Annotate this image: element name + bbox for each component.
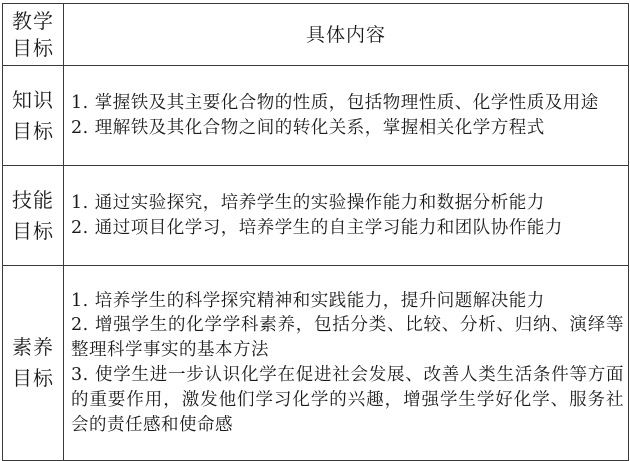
teaching-objectives-table <box>2 3 629 461</box>
header-category-label-line1: 教学 <box>12 8 54 33</box>
table-row-literacy <box>3 266 629 461</box>
header-category-label-line2: 目标 <box>12 35 54 60</box>
category-cell-literacy <box>3 266 64 461</box>
category-label-line1: 技能 <box>12 187 54 212</box>
objective-item: 1. 培养学生的科学探究精神和实践能力，提升问题解决能力 <box>71 290 545 311</box>
table-row-skills <box>3 166 629 266</box>
objective-item: 2. 理解铁及其化合物之间的转化关系，掌握相关化学方程式 <box>71 117 545 138</box>
category-cell-knowledge <box>3 66 64 166</box>
objective-item: 2. 增强学生的化学学科素养，包括分类、比较、分析、归纳、演绎等整理科学事实的基本方法 <box>71 315 624 361</box>
content-cell-skills <box>64 166 629 266</box>
content-cell-literacy <box>64 266 629 461</box>
category-label-line2: 目标 <box>12 218 54 243</box>
header-category-cell <box>3 4 64 66</box>
objective-item: 3. 使学生进一步认识化学在促进社会发展、改善人类生活条件等方面的重要作用，激发他们学习化学的兴趣，增强学生学好化学、服务社会的责任感和使命感 <box>71 365 624 435</box>
objective-item: 2. 通过项目化学习，培养学生的自主学习能力和团队协作能力 <box>71 217 563 238</box>
category-label-line2: 目标 <box>12 118 54 143</box>
category-cell-skills <box>3 166 64 266</box>
objective-item: 1. 掌握铁及其主要化合物的性质，包括物理性质、化学性质及用途 <box>71 92 599 113</box>
header-content-cell <box>64 4 629 66</box>
table-header-row <box>3 4 629 66</box>
category-label-line1: 知识 <box>12 87 54 112</box>
objective-item: 1. 通过实验探究，培养学生的实验操作能力和数据分析能力 <box>71 192 545 213</box>
table-row-knowledge <box>3 66 629 166</box>
category-label-line1: 素养 <box>12 335 54 359</box>
content-cell-knowledge <box>64 66 629 166</box>
category-label-line2: 目标 <box>12 366 54 390</box>
header-content-label: 具体内容 <box>305 23 386 46</box>
